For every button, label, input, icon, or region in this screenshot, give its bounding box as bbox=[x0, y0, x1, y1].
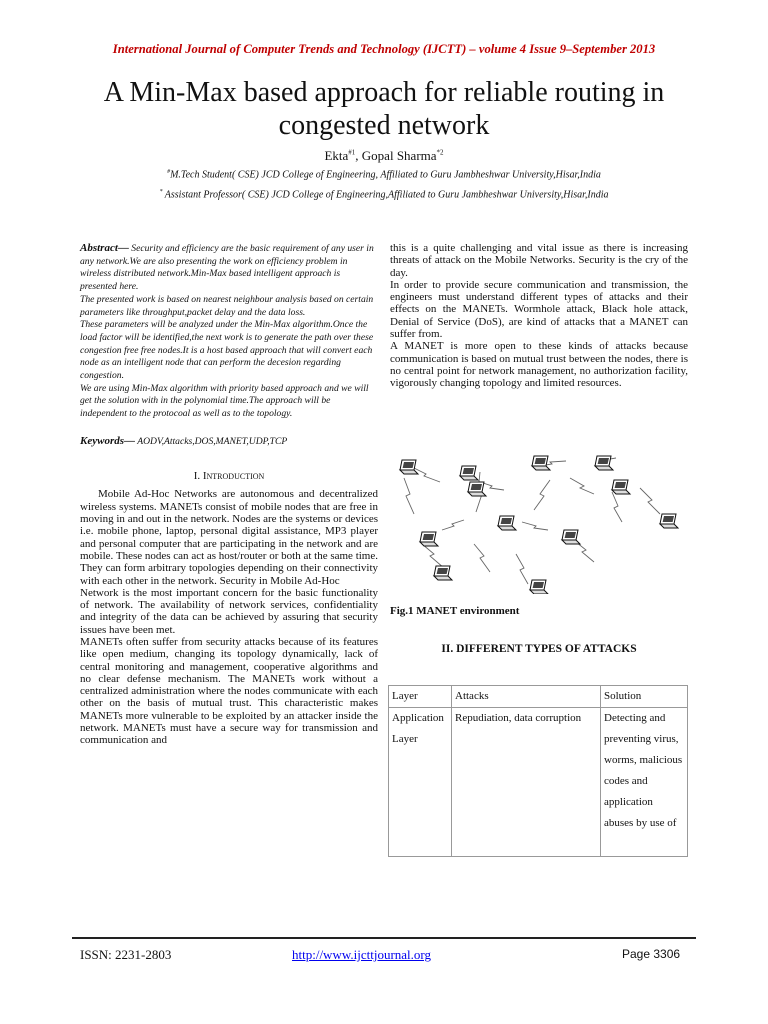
intro-heading bbox=[80, 470, 378, 482]
table-row bbox=[389, 708, 688, 857]
affiliation-1-text: M.Tech Student( CSE) JCD College of Engineering, Affiliated to Guru Jambheshwar University,Hisar,India bbox=[170, 169, 601, 181]
affiliation-1 bbox=[0, 169, 768, 180]
abstract-lead: Abstract— bbox=[80, 242, 129, 254]
section-2-heading: II. DIFFERENT TYPES OF ATTACKS bbox=[441, 643, 637, 655]
laptop-node-11 bbox=[434, 566, 452, 580]
laptop-node-6 bbox=[612, 480, 630, 494]
footer-page-number: Page 3306 bbox=[622, 947, 681, 961]
manet-figure bbox=[390, 452, 688, 594]
title-line-2: congested network bbox=[278, 110, 490, 141]
laptop-node-8 bbox=[498, 516, 516, 530]
right-column bbox=[390, 242, 688, 390]
table-cell-solution: Detecting and preventing virus, worms, malicious codes and application abuses by use of bbox=[601, 708, 688, 857]
affiliation-2-sup: * bbox=[159, 189, 163, 195]
keywords-lead: Keywords— bbox=[80, 434, 135, 447]
intro-p2: Network is the most important concern for the basic functionality of network. The availability of network services, confidentiality and integrity of the data can be achieved by assuring that security issues have been met. bbox=[80, 586, 378, 636]
table-header-layer: Layer bbox=[389, 686, 452, 708]
laptop-node-12 bbox=[530, 580, 548, 594]
affiliation-2-text: Assistant Professor( CSE) JCD College of Engineering,Affiliated to Guru Jambheshwar University,Hisar,India bbox=[162, 189, 609, 201]
right-p1: this is a quite challenging and vital issue as there is increasing threats of attack on the Mobile Networks. Security is the cry of the day. bbox=[390, 242, 688, 279]
abstract-p1: Security and efficiency are the basic requirement of any user in any network.We are also presenting the work on efficiency problem in wireless distributed network.Min-Max based intelligent approach is presented here. bbox=[80, 243, 374, 293]
author-separator: , Gopal Sharma bbox=[355, 148, 437, 163]
affiliation-2 bbox=[0, 189, 768, 200]
laptop-node-4 bbox=[595, 456, 613, 470]
footer-divider bbox=[72, 937, 696, 939]
laptop-node-2 bbox=[460, 466, 478, 480]
laptop-node-9 bbox=[562, 530, 580, 544]
laptop-node-3 bbox=[532, 456, 550, 470]
footer-issn: ISSN: 2231-2803 bbox=[80, 947, 172, 962]
left-column bbox=[80, 242, 378, 747]
footer-journal-link[interactable]: http://www.ijcttjournal.org bbox=[292, 947, 432, 962]
author-2-sup: *2 bbox=[436, 148, 444, 157]
keywords bbox=[80, 435, 378, 448]
author-1: Ekta bbox=[324, 148, 349, 163]
paper-title bbox=[60, 76, 708, 142]
table-header-row bbox=[389, 686, 688, 708]
right-p3: A MANET is more open to these kinds of attacks because communication is based on mutual trust between the nodes, there is no central point for network management, no authorization facility, vigorously changing topology and limited resources. bbox=[390, 340, 688, 390]
keywords-text: AODV,Attacks,DOS,MANET,UDP,TCP bbox=[135, 435, 288, 447]
abstract bbox=[80, 242, 378, 421]
abstract-p4: We are using Min-Max algorithm with priority based approach and we will get the solution with in the polynomial time.The approach will be independent to the protocoal as well as to the topology. bbox=[80, 382, 369, 420]
table-cell-attacks: Repudiation, data corruption bbox=[452, 708, 601, 857]
figure-caption: Fig.1 MANET environment bbox=[390, 605, 520, 617]
right-p2: In order to provide secure communication and transmission, the engineers must understand different types of attacks and their effects on the MANETs. Wormhole attack, Black hole attack, Denial of Service (DoS), are kind of attacks that a MANET can suffer from. bbox=[390, 278, 688, 341]
table-header-solution: Solution bbox=[601, 686, 688, 708]
affiliation-1-sup: # bbox=[167, 169, 171, 175]
wireless-links bbox=[404, 458, 660, 584]
journal-header: International Journal of Computer Trends and Technology (IJCTT) – volume 4 Issue 9–September 2013 bbox=[112, 42, 656, 56]
table-cell-layer: Application Layer bbox=[389, 708, 452, 857]
attacks-table bbox=[388, 685, 688, 857]
intro-heading-num: I. bbox=[193, 470, 203, 483]
laptop-node-7 bbox=[420, 532, 438, 546]
author-1-sup: #1 bbox=[348, 148, 356, 157]
intro-p1: Mobile Ad-Hoc Networks are autonomous and decentralized wireless systems. MANETs consist of mobile nodes that are free in moving in and out in the network. Nodes are the systems or devices i.e. mobile phone, laptop, personal digital assistance, MP3 player and personal computer that are participating in the network and are mobile. These nodes can act as host/router or both at the same time. They can form arbitrary topologies depending on their connectivity with each other in the network. Security in Mobile Ad-Hoc bbox=[80, 488, 378, 587]
title-line-1: A Min-Max based approach for reliable routing in bbox=[103, 77, 665, 108]
laptop-node-1 bbox=[400, 460, 418, 474]
abstract-p3: These parameters will be analyzed under the Min-Max algorithm.Once the load factor will be identified,the next work is to generate the path over these congestion free free nodes.It is a host based approach that will convert each node as an intelligent node that can perform the decesion regarding congestion. bbox=[80, 319, 374, 382]
table-header-attacks: Attacks bbox=[452, 686, 601, 708]
laptop-node-10 bbox=[660, 514, 678, 528]
abstract-p2: The presented work is based on nearest neighbour analysis based on certain parameters like throughput,packet delay and the data loss. bbox=[80, 293, 374, 318]
authors bbox=[0, 148, 768, 164]
laptop-node-5 bbox=[468, 482, 486, 496]
intro-heading-text: Introduction bbox=[202, 470, 265, 483]
intro-p3: MANETs often suffer from security attacks because of its features like open medium, changing its topology dynamically, lack of central monitoring and management, cooperative algorithms and no clear defense mechanism. The MANETs work without a centralized administration where the nodes communicate with each other on the basis of mutual trust. This characteristic makes MANETs more vulnerable to be exploited by an attacker inside the network. MANETs must have a secure way for transmission and communication and bbox=[80, 636, 378, 747]
